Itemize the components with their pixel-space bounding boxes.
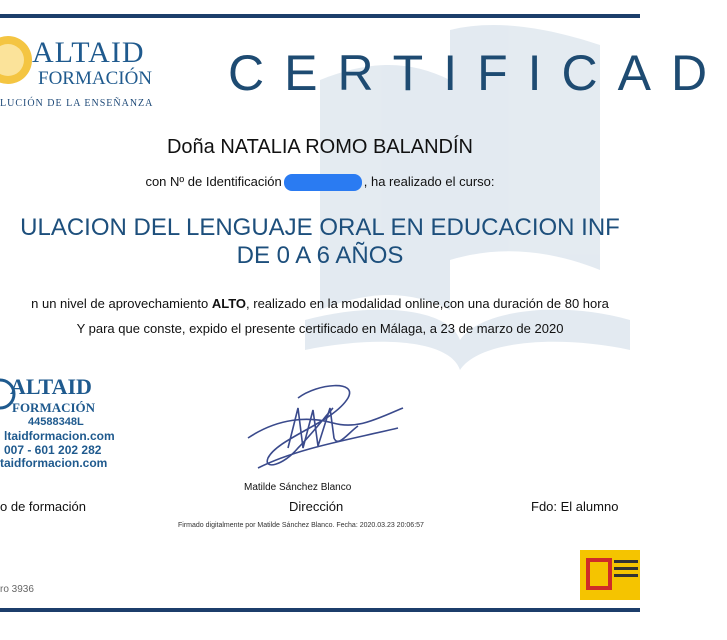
course-line-2: DE 0 A 6 AÑOS	[236, 242, 404, 269]
altaid-logo	[0, 30, 160, 120]
id-suffix: , ha realizado el curso:	[363, 174, 495, 189]
stamp-subbrand: FORMACIÓN	[12, 400, 96, 415]
course-line-1: ULACION DEL LENGUAJE ORAL EN EDUCACION INF	[20, 214, 620, 241]
center-stamp	[0, 372, 125, 472]
id-prefix: con Nº de Identificación	[145, 174, 282, 189]
digital-signature-note: Firmado digitalmente por Matilde Sánchez Blanco. Fecha: 2020.03.23 20:06:57	[178, 522, 424, 529]
logo-tagline: LUCIÓN DE LA ENSEÑANZA	[0, 98, 154, 109]
direction-label: Dirección	[289, 499, 344, 514]
stamp-phone: 007 - 601 202 282	[4, 443, 102, 457]
level-suffix: , realizado en la modalidad online,con una duración de 80 hora	[246, 296, 609, 311]
recipient-name: Doña NATALIA ROMO BALANDÍN	[166, 136, 473, 158]
bottom-border	[0, 608, 640, 612]
logo-subbrand: FORMACIÓN	[38, 68, 153, 89]
stamp-web-2: taidformacion.com	[0, 456, 108, 470]
stamp-code: 44588348L	[28, 416, 84, 428]
level-prefix: n un nivel de aprovechamiento	[31, 296, 212, 311]
certificate-title: CERTIFICAD	[228, 45, 727, 101]
redacted-id	[284, 174, 362, 191]
registry-number: ro 3936	[0, 584, 34, 595]
handwritten-signature	[238, 378, 408, 476]
student-label: Fdo: El alumno	[531, 499, 619, 514]
course-title	[0, 214, 660, 270]
top-border	[0, 14, 640, 18]
signer-name: Matilde Sánchez Blanco	[244, 482, 352, 493]
ministry-logo	[580, 550, 640, 600]
stamp-brand: ALTAID	[10, 374, 92, 399]
center-label: o de formación	[0, 499, 86, 514]
id-line	[0, 174, 640, 191]
sun-icon	[0, 30, 36, 90]
logo-brand: ALTAID	[32, 36, 145, 69]
stamp-web-1: ltaidformacion.com	[4, 429, 115, 443]
level-line	[0, 296, 670, 311]
issue-statement: Y para que conste, expido el presente certificado en Málaga, a 23 de marzo de 2020	[76, 321, 564, 336]
level-value: ALTO	[211, 296, 247, 311]
